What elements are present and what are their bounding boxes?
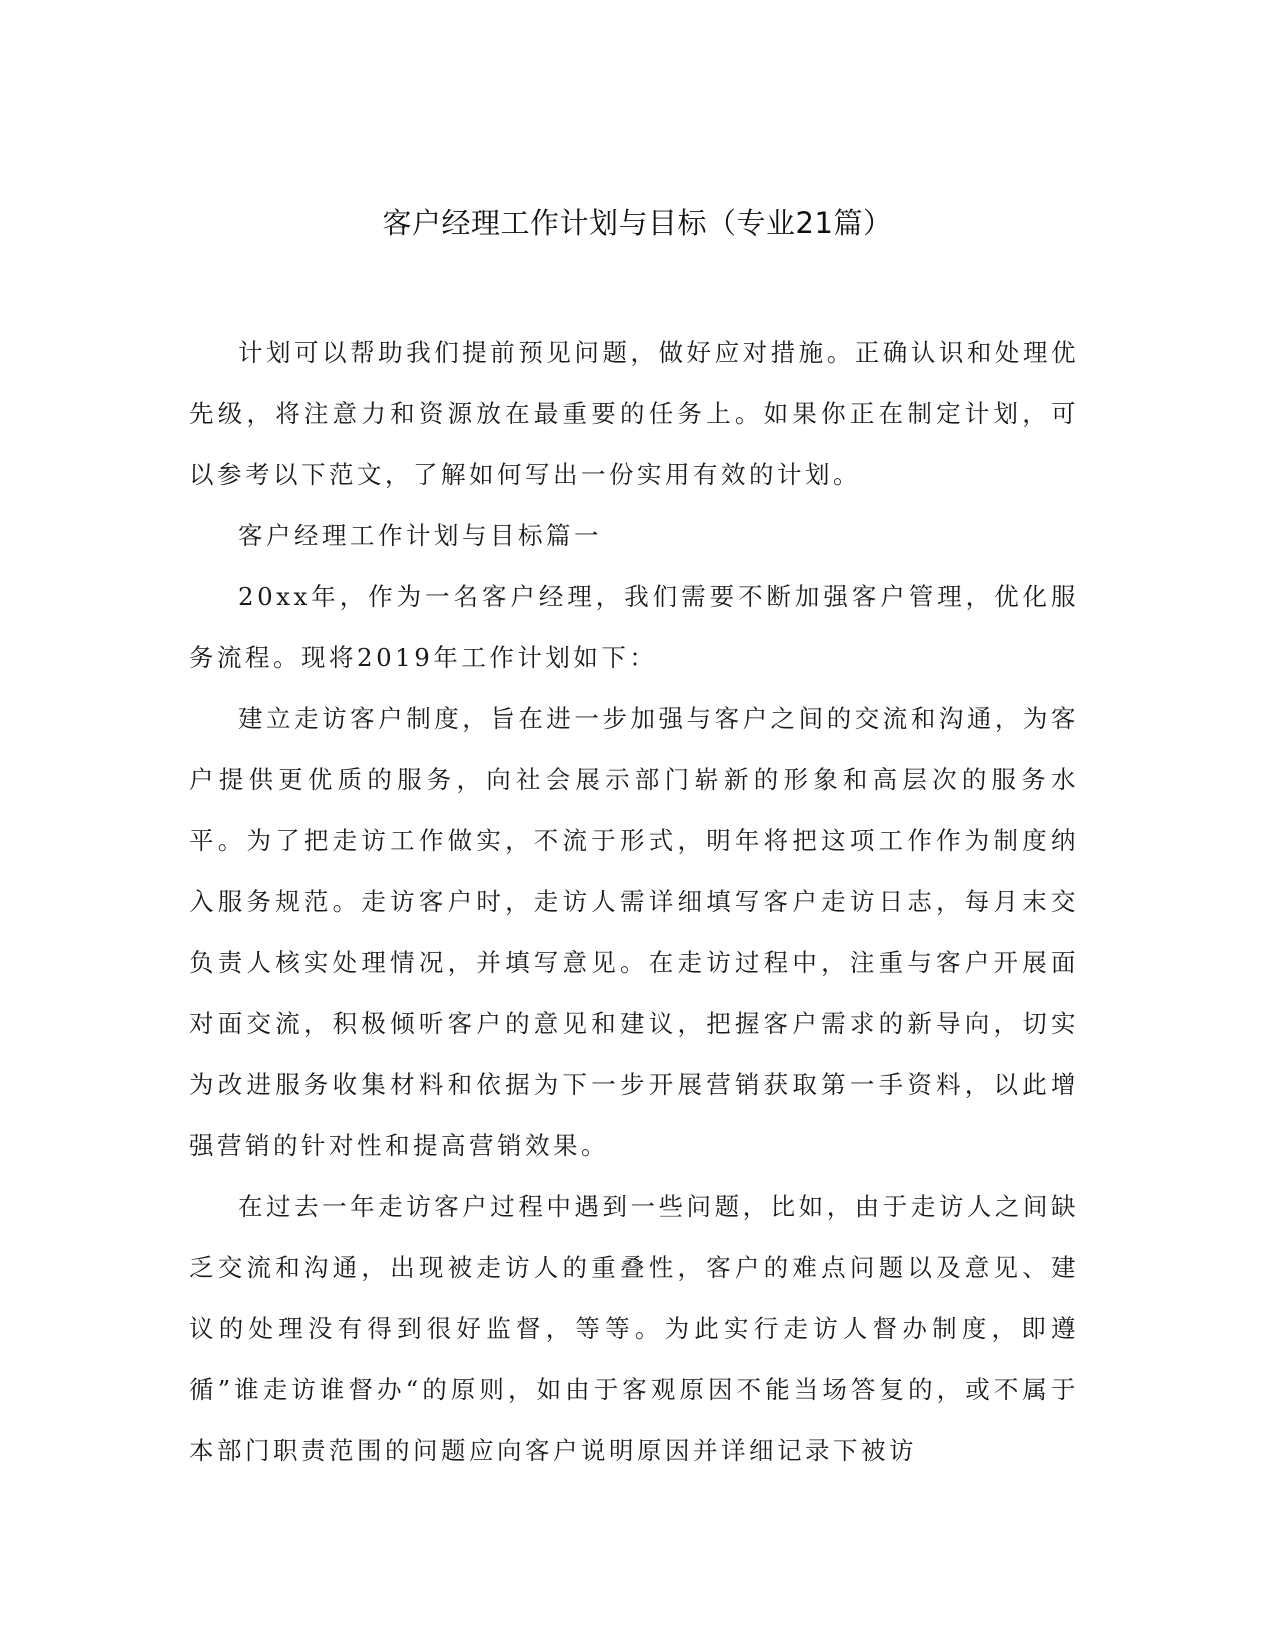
body-paragraph: 在过去一年走访客户过程中遇到一些问题，比如，由于走访人之间缺乏交流和沟通，出现被走访人的重叠性，客户的难点问题以及意见、建议的处理没有得到很好监督，等等。为此实行走访人督办制度，即遵循”谁走访谁督办“的原则，如由于客观原因不能当场答复的，或不属于本部门职责范围的问题应向客户说明原因并详细记录下被访 xyxy=(189,1192,1079,1465)
document-body xyxy=(189,322,1079,1481)
section-heading: 客户经理工作计划与目标篇一 xyxy=(238,521,602,550)
document-title: 客户经理工作计划与目标（专业21篇） xyxy=(382,206,893,240)
body-paragraph: 建立走访客户制度，旨在进一步加强与客户之间的交流和沟通，为客户提供更优质的服务，向社会展示部门崭新的形象和高层次的服务水平。为了把走访工作做实，不流于形式，明年将把这项工作作为制度纳入服务规范。走访客户时，走访人需详细填写客户走访日志，每月末交负责人核实处理情况，并填写意见。在走访过程中，注重与客户开展面对面交流，积极倾听客户的意见和建议，把握客户需求的新导向，切实为改进服务收集材料和依据为下一步开展营销获取第一手资料，以此增强营销的针对性和提高营销效果。 xyxy=(189,704,1079,1160)
body-paragraph: 20xx年，作为一名客户经理，我们需要不断加强客户管理，优化服务流程。现将2019年工作计划如下： xyxy=(189,582,1079,672)
intro-paragraph: 计划可以帮助我们提前预见问题，做好应对措施。正确认识和处理优先级，将注意力和资源放在最重要的任务上。如果你正在制定计划，可以参考以下范文，了解如何写出一份实用有效的计划。 xyxy=(189,338,1079,489)
